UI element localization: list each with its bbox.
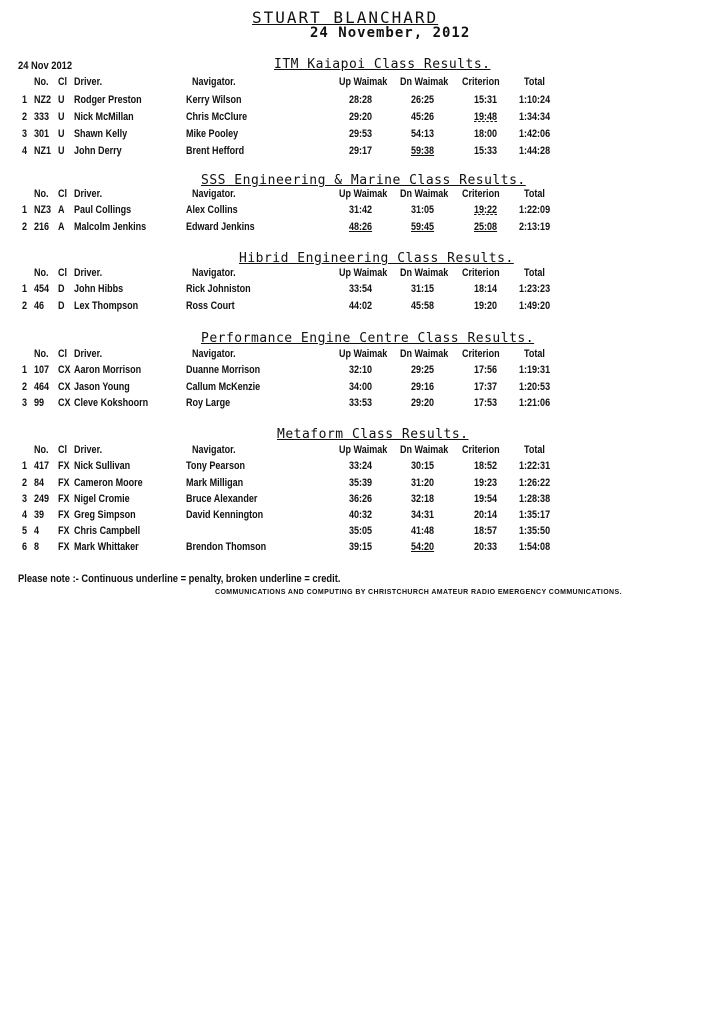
col-navigator: Navigator. xyxy=(192,267,236,279)
up-waimak-time: 32:10 xyxy=(349,364,373,376)
class-code: CX xyxy=(58,381,71,393)
up-waimak-time: 33:24 xyxy=(349,460,373,472)
up-waimak-time: 29:20 xyxy=(349,111,373,123)
position: 3 xyxy=(22,397,28,409)
col-navigator: Navigator. xyxy=(192,444,236,456)
dn-waimak-time: 45:58 xyxy=(411,300,435,312)
class-code: A xyxy=(58,221,65,233)
class-code: FX xyxy=(58,493,70,505)
column-header-row xyxy=(0,76,723,92)
position: 1 xyxy=(22,204,28,216)
dn-waimak-time: 31:20 xyxy=(411,477,435,489)
result-row xyxy=(0,493,723,509)
class-code: FX xyxy=(58,477,70,489)
dn-waimak-time: 31:15 xyxy=(411,283,435,295)
col-total: Total xyxy=(524,76,545,88)
up-waimak-time: 33:54 xyxy=(349,283,373,295)
criterion-time: 18:57 xyxy=(474,525,498,537)
position: 2 xyxy=(22,221,28,233)
class-code: FX xyxy=(58,460,70,472)
total-time: 1:10:24 xyxy=(519,94,551,106)
col-no: No. xyxy=(34,348,49,360)
criterion-time: 25:08 xyxy=(474,221,498,233)
col-criterion: Criterion xyxy=(462,348,500,360)
position: 2 xyxy=(22,477,28,489)
result-row xyxy=(0,381,723,397)
dn-waimak-time: 30:15 xyxy=(411,460,435,472)
result-row xyxy=(0,460,723,476)
col-no: No. xyxy=(34,267,49,279)
criterion-time: 20:33 xyxy=(474,541,498,553)
class-code: FX xyxy=(58,509,70,521)
up-waimak-time: 34:00 xyxy=(349,381,373,393)
criterion-time: 18:52 xyxy=(474,460,498,472)
position: 5 xyxy=(22,525,28,537)
col-up: Up Waimak xyxy=(339,76,388,88)
col-driver: Driver. xyxy=(74,188,103,200)
criterion-time: 17:37 xyxy=(474,381,498,393)
race-date: 24 Nov 2012 xyxy=(18,60,73,72)
event-title: STUART BLANCHARD xyxy=(252,8,439,27)
total-time: 1:26:22 xyxy=(519,477,551,489)
criterion-time: 15:33 xyxy=(474,145,498,157)
col-up: Up Waimak xyxy=(339,188,388,200)
class-code: U xyxy=(58,111,65,123)
result-row xyxy=(0,145,723,161)
car-number: 39 xyxy=(34,509,45,521)
col-dn: Dn Waimak xyxy=(400,348,449,360)
total-time: 2:13:19 xyxy=(519,221,551,233)
up-waimak-time: 31:42 xyxy=(349,204,373,216)
col-cl: Cl xyxy=(58,188,68,200)
car-number: 464 xyxy=(34,381,50,393)
car-number: 99 xyxy=(34,397,45,409)
class-title: Performance Engine Centre Class Results. xyxy=(201,331,535,346)
up-waimak-time: 28:28 xyxy=(349,94,373,106)
criterion-time: 18:14 xyxy=(474,283,498,295)
result-row xyxy=(0,128,723,144)
col-dn: Dn Waimak xyxy=(400,267,449,279)
class-title: Hibrid Engineering Class Results. xyxy=(239,251,514,266)
col-navigator: Navigator. xyxy=(192,188,236,200)
navigator-name: Ross Court xyxy=(186,300,235,312)
class-code: U xyxy=(58,128,65,140)
navigator-name: Tony Pearson xyxy=(186,460,245,472)
position: 2 xyxy=(22,381,28,393)
class-title: Metaform Class Results. xyxy=(277,427,469,442)
up-waimak-time: 35:05 xyxy=(349,525,373,537)
position: 1 xyxy=(22,283,28,295)
navigator-name: Bruce Alexander xyxy=(186,493,258,505)
navigator-name: David Kennington xyxy=(186,509,264,521)
result-row xyxy=(0,509,723,525)
up-waimak-time: 29:53 xyxy=(349,128,373,140)
dn-waimak-time: 29:16 xyxy=(411,381,435,393)
position: 2 xyxy=(22,111,28,123)
col-cl: Cl xyxy=(58,76,68,88)
navigator-name: Mike Pooley xyxy=(186,128,239,140)
total-time: 1:49:20 xyxy=(519,300,551,312)
dn-waimak-time: 29:25 xyxy=(411,364,435,376)
total-time: 1:19:31 xyxy=(519,364,551,376)
col-up: Up Waimak xyxy=(339,267,388,279)
up-waimak-time: 36:26 xyxy=(349,493,373,505)
driver-name: Shawn Kelly xyxy=(74,128,128,140)
driver-name: Cleve Kokshoorn xyxy=(74,397,149,409)
col-total: Total xyxy=(524,267,545,279)
col-criterion: Criterion xyxy=(462,267,500,279)
car-number: 249 xyxy=(34,493,50,505)
car-number: 301 xyxy=(34,128,50,140)
criterion-time: 15:31 xyxy=(474,94,498,106)
car-number: 107 xyxy=(34,364,50,376)
navigator-name: Brent Hefford xyxy=(186,145,245,157)
class-code: FX xyxy=(58,541,70,553)
class-title: ITM Kaiapoi Class Results. xyxy=(274,57,491,72)
col-total: Total xyxy=(524,348,545,360)
result-row xyxy=(0,204,723,220)
total-time: 1:22:09 xyxy=(519,204,551,216)
result-row xyxy=(0,525,723,541)
col-total: Total xyxy=(524,444,545,456)
up-waimak-time: 44:02 xyxy=(349,300,373,312)
total-time: 1:23:23 xyxy=(519,283,551,295)
class-code: CX xyxy=(58,397,71,409)
result-row xyxy=(0,541,723,557)
total-time: 1:21:06 xyxy=(519,397,551,409)
driver-name: Jason Young xyxy=(74,381,130,393)
navigator-name: Chris McClure xyxy=(186,111,248,123)
column-header-row xyxy=(0,444,723,460)
total-time: 1:42:06 xyxy=(519,128,551,140)
underline-note: Please note :- Continuous underline = penalty, broken underline = credit. xyxy=(18,573,341,585)
up-waimak-time: 39:15 xyxy=(349,541,373,553)
position: 6 xyxy=(22,541,28,553)
criterion-time: 17:53 xyxy=(474,397,498,409)
navigator-name: Callum McKenzie xyxy=(186,381,261,393)
driver-name: Greg Simpson xyxy=(74,509,136,521)
dn-waimak-time: 34:31 xyxy=(411,509,435,521)
col-cl: Cl xyxy=(58,267,68,279)
criterion-time: 20:14 xyxy=(474,509,498,521)
criterion-time: 17:56 xyxy=(474,364,498,376)
dn-waimak-time: 26:25 xyxy=(411,94,435,106)
car-number: 454 xyxy=(34,283,50,295)
col-up: Up Waimak xyxy=(339,444,388,456)
col-driver: Driver. xyxy=(74,444,103,456)
car-number: NZ1 xyxy=(34,145,52,157)
dn-waimak-time: 59:45 xyxy=(411,221,435,233)
col-no: No. xyxy=(34,444,49,456)
driver-name: Nick Sullivan xyxy=(74,460,131,472)
up-waimak-time: 29:17 xyxy=(349,145,373,157)
result-row xyxy=(0,111,723,127)
up-waimak-time: 48:26 xyxy=(349,221,373,233)
col-dn: Dn Waimak xyxy=(400,444,449,456)
up-waimak-time: 35:39 xyxy=(349,477,373,489)
navigator-name: Edward Jenkins xyxy=(186,221,255,233)
result-row xyxy=(0,397,723,413)
driver-name: John Derry xyxy=(74,145,122,157)
col-criterion: Criterion xyxy=(462,188,500,200)
col-no: No. xyxy=(34,188,49,200)
dn-waimak-time: 59:38 xyxy=(411,145,435,157)
event-date: 24 November, 2012 xyxy=(310,25,471,41)
criterion-time: 19:48 xyxy=(474,111,498,123)
driver-name: Chris Campbell xyxy=(74,525,141,537)
driver-name: Nigel Cromie xyxy=(74,493,130,505)
car-number: 8 xyxy=(34,541,40,553)
dn-waimak-time: 41:48 xyxy=(411,525,435,537)
navigator-name: Rick Johniston xyxy=(186,283,251,295)
class-code: CX xyxy=(58,364,71,376)
dn-waimak-time: 31:05 xyxy=(411,204,435,216)
col-total: Total xyxy=(524,188,545,200)
total-time: 1:28:38 xyxy=(519,493,551,505)
position: 1 xyxy=(22,94,28,106)
total-time: 1:35:17 xyxy=(519,509,551,521)
result-row xyxy=(0,364,723,380)
total-time: 1:44:28 xyxy=(519,145,551,157)
criterion-time: 19:54 xyxy=(474,493,498,505)
col-driver: Driver. xyxy=(74,267,103,279)
col-navigator: Navigator. xyxy=(192,348,236,360)
class-title: SSS Engineering & Marine Class Results. xyxy=(201,173,526,188)
class-code: U xyxy=(58,94,65,106)
position: 1 xyxy=(22,460,28,472)
position: 4 xyxy=(22,145,28,157)
car-number: 84 xyxy=(34,477,45,489)
driver-name: Mark Whittaker xyxy=(74,541,139,553)
driver-name: Rodger Preston xyxy=(74,94,142,106)
class-code: FX xyxy=(58,525,70,537)
position: 3 xyxy=(22,128,28,140)
navigator-name: Brendon Thomson xyxy=(186,541,267,553)
dn-waimak-time: 45:26 xyxy=(411,111,435,123)
navigator-name: Mark Milligan xyxy=(186,477,244,489)
col-cl: Cl xyxy=(58,348,68,360)
criterion-time: 18:00 xyxy=(474,128,498,140)
driver-name: Malcolm Jenkins xyxy=(74,221,147,233)
position: 3 xyxy=(22,493,28,505)
total-time: 1:35:50 xyxy=(519,525,551,537)
class-code: A xyxy=(58,204,65,216)
car-number: NZ3 xyxy=(34,204,52,216)
result-row xyxy=(0,94,723,110)
car-number: 216 xyxy=(34,221,50,233)
position: 1 xyxy=(22,364,28,376)
footer-credit: COMMUNICATIONS AND COMPUTING BY CHRISTCHURCH AMATEUR RADIO EMERGENCY COMMUNICATIONS. xyxy=(215,589,622,596)
navigator-name: Kerry Wilson xyxy=(186,94,242,106)
col-dn: Dn Waimak xyxy=(400,188,449,200)
navigator-name: Alex Collins xyxy=(186,204,238,216)
criterion-time: 19:22 xyxy=(474,204,498,216)
col-criterion: Criterion xyxy=(462,444,500,456)
navigator-name: Roy Large xyxy=(186,397,231,409)
result-row xyxy=(0,283,723,299)
car-number: NZ2 xyxy=(34,94,52,106)
result-row xyxy=(0,477,723,493)
col-cl: Cl xyxy=(58,444,68,456)
col-navigator: Navigator. xyxy=(192,76,236,88)
col-driver: Driver. xyxy=(74,76,103,88)
class-code: D xyxy=(58,283,65,295)
navigator-name: Duanne Morrison xyxy=(186,364,261,376)
driver-name: Paul Collings xyxy=(74,204,132,216)
driver-name: John Hibbs xyxy=(74,283,124,295)
driver-name: Lex Thompson xyxy=(74,300,139,312)
column-header-row xyxy=(0,188,723,204)
total-time: 1:20:53 xyxy=(519,381,551,393)
column-header-row xyxy=(0,348,723,364)
car-number: 417 xyxy=(34,460,50,472)
driver-name: Cameron Moore xyxy=(74,477,143,489)
col-up: Up Waimak xyxy=(339,348,388,360)
car-number: 333 xyxy=(34,111,50,123)
driver-name: Aaron Morrison xyxy=(74,364,142,376)
criterion-time: 19:23 xyxy=(474,477,498,489)
result-row xyxy=(0,221,723,237)
class-code: U xyxy=(58,145,65,157)
dn-waimak-time: 54:13 xyxy=(411,128,435,140)
car-number: 46 xyxy=(34,300,45,312)
total-time: 1:22:31 xyxy=(519,460,551,472)
total-time: 1:54:08 xyxy=(519,541,551,553)
dn-waimak-time: 29:20 xyxy=(411,397,435,409)
class-code: D xyxy=(58,300,65,312)
up-waimak-time: 40:32 xyxy=(349,509,373,521)
result-row xyxy=(0,300,723,316)
dn-waimak-time: 32:18 xyxy=(411,493,435,505)
col-driver: Driver. xyxy=(74,348,103,360)
dn-waimak-time: 54:20 xyxy=(411,541,435,553)
col-criterion: Criterion xyxy=(462,76,500,88)
up-waimak-time: 33:53 xyxy=(349,397,373,409)
col-no: No. xyxy=(34,76,49,88)
position: 4 xyxy=(22,509,28,521)
criterion-time: 19:20 xyxy=(474,300,498,312)
col-dn: Dn Waimak xyxy=(400,76,449,88)
driver-name: Nick McMillan xyxy=(74,111,134,123)
total-time: 1:34:34 xyxy=(519,111,551,123)
column-header-row xyxy=(0,267,723,283)
position: 2 xyxy=(22,300,28,312)
car-number: 4 xyxy=(34,525,40,537)
